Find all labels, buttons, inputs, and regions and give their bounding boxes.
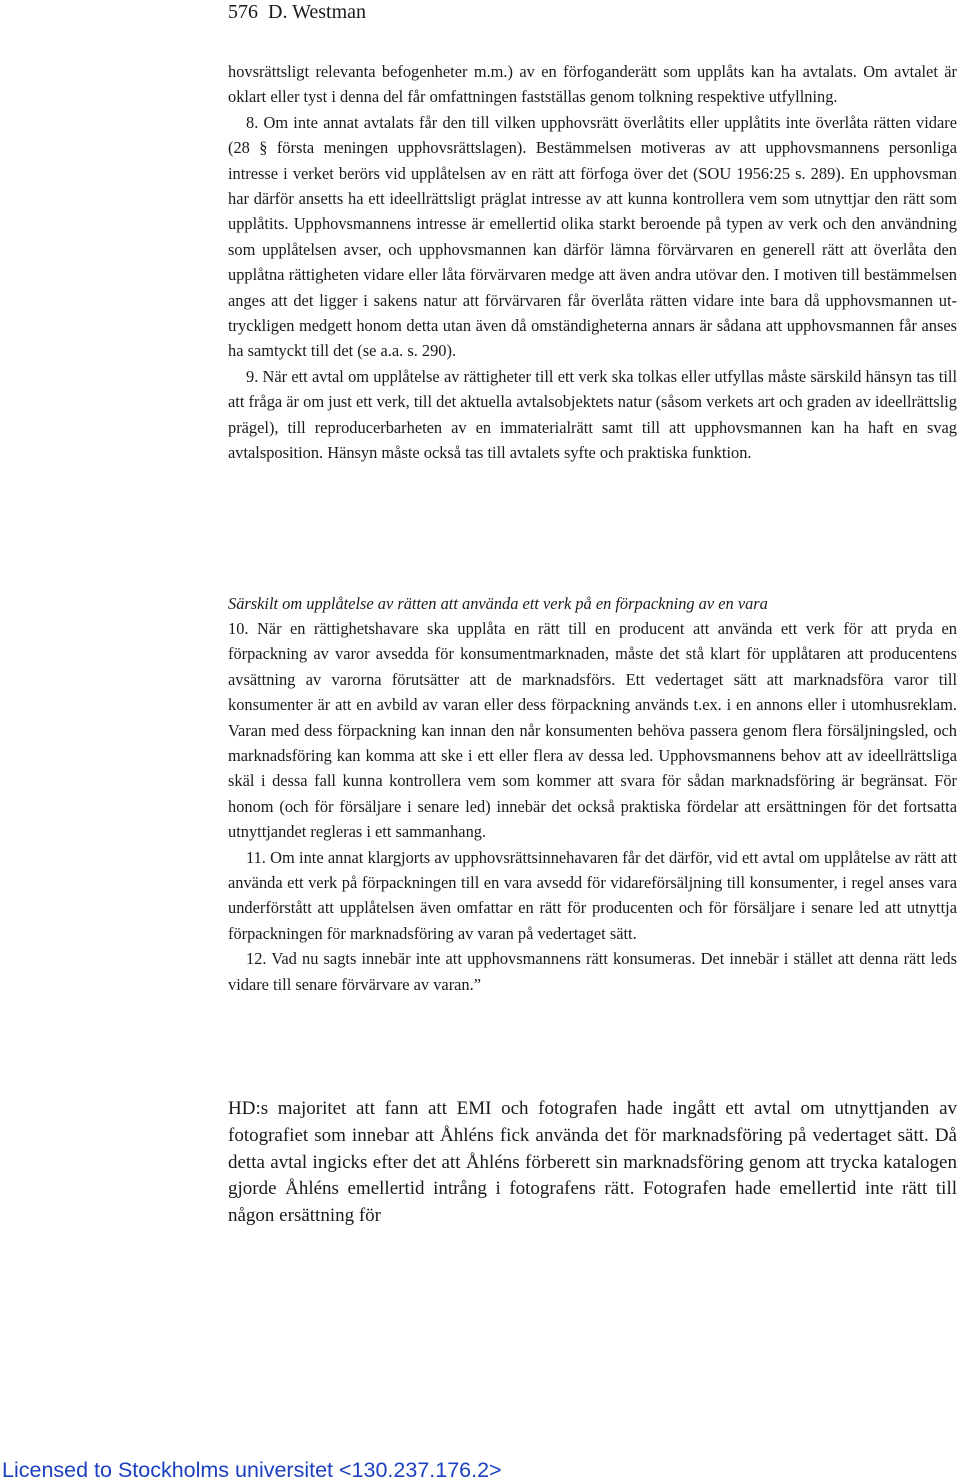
section-subheading: Särskilt om upplåtelse av rätten att använda ett verk på en förpackning av en vara: [228, 594, 768, 613]
author-name: D. Westman: [268, 1, 367, 23]
quotation-block-1: [228, 59, 957, 466]
quotation-block-2: [228, 616, 957, 997]
quote-paragraph-continuation: hovsrättsligt relevanta befogenheter m.m.) av en förfoganderätt som upplåts kan ha avtalats. Om avtalet är oklart eller tyst i denna del får omfattningen fastställas genom tolkning respektive utfyllning.: [228, 62, 957, 107]
page-number: 576: [228, 1, 258, 23]
quote-paragraph-10: 10. När en rättighetshavare ska upplåta en rätt till en producent att använda ett verk för att pryda en förpackning av varor avsedda för konsumentmarknaden, måste det stå klart för upplåtaren att producentens avsättning av varorna förutsätter att de marknadsförs. Ett vedertaget sätt att marknadsföra varor till konsumenter är att en avbild av varan eller dess förpackning används t.ex. i en annons eller i utomhusreklam. Varan med dess förpackning kan innan den når konsumenten behöva passera genom flera försäljningsled, och marknadsföring kan komma att ske i ett eller flera av dessa led. Upphovsmannens behov att av ideellrättsliga skäl i dessa fall kunna kontrollera vem som kommer att svara för sådan marknadsföring är begränsat. För honom (och för försäljare i senare led) innebär det också praktiska fördelar att ersättningen för det fortsatta utnyttjandet regleras i ett sammanhang.: [228, 619, 957, 842]
quote-paragraph-8: 8. Om inte annat avtalats får den till vilken upphovsrätt överlåtits eller upplåtits inte överlåta rätten vidare (28 § första meningen upphovsrättslagen). Bestämmelsen motiveras av att upphovsmannens personliga intresse i verket berörs vid upplåtelsen av en rätt att förfoga över det (SOU 1956:25 s. 289). En upphovsman har därför ansetts ha ett ideellrättsligt präglat intresse av att kunna kontrollera vem som utnyttjar den rätt som upplåtits. Upphovsmannens intresse är emellertid olika starkt beroende på typen av verk och den användning som upplåtelsen avser, och upphovsmannen kan därför lämna förvärvaren en generell rätt att överlåta den upplåtna rättigheten vidare eller låta förvärvaren medge att även andra utövar den. I motiven till bestämmelsen anges att det ligger i sakens natur att förvärvaren får överlåta rätten vidare inte bara då upphovsmannen uttryckligen medgett honom detta utan även då omständigheterna annars är sådana att upphovsmannen får anses ha samtyckt till det (se a.a. s. 290).: [228, 112, 957, 361]
quote-paragraph-12: 12. Vad nu sagts innebär inte att upphovsmannens rätt konsumeras. Det innebär i stället att denna rätt leds vidare till senare förvärvare av varan.”: [228, 949, 957, 994]
quote-paragraph-9: 9. När ett avtal om upplåtelse av rättigheter till ett verk ska tolkas eller utfyllas måste särskild hänsyn tas till att fråga är om just ett verk, till det aktuella avtalsobjektets natur (såsom verkets art och graden av ideellrättslig prägel), till reproducerbarheten av en immaterialrätt samt till att upphovsmannen kan ha haft en svag avtalsposition. Hänsyn måste också tas till avtalets syfte och praktiska funktion.: [228, 366, 957, 463]
running-head: [228, 0, 366, 24]
license-watermark: Licensed to Stockholms universitet <130.237.176.2>: [2, 1458, 502, 1482]
quote-paragraph-11: 11. Om inte annat klargjorts av upphovsrättsinnehavaren får det därför, vid ett avtal om upplåtelse av rätt att använda ett verk på förpackningen till en vara avsedd för vidareförsäljning till konsumenter, i regel anses vara underförstått att upplåtelsen även omfattar en rätt för producenten och för försäljare i senare led att utnyttja förpackningen för marknadsföring av varan på vedertaget sätt.: [228, 847, 957, 943]
body-paragraph: HD:s majoritet att fann att EMI och fotografen hade ingått ett avtal om utnyttjanden av fotografiet som innebar att Åhléns fick använda det för marknadsföring på vedertaget sätt. Då detta avtal ingicks efter det att Åhléns förberett sin marknadsföring genom att trycka katalogen gjorde Åhléns emellertid intrång i fotografens rätt. Fotografen hade emellertid inte rätt till någon ersättning för: [228, 1098, 957, 1227]
